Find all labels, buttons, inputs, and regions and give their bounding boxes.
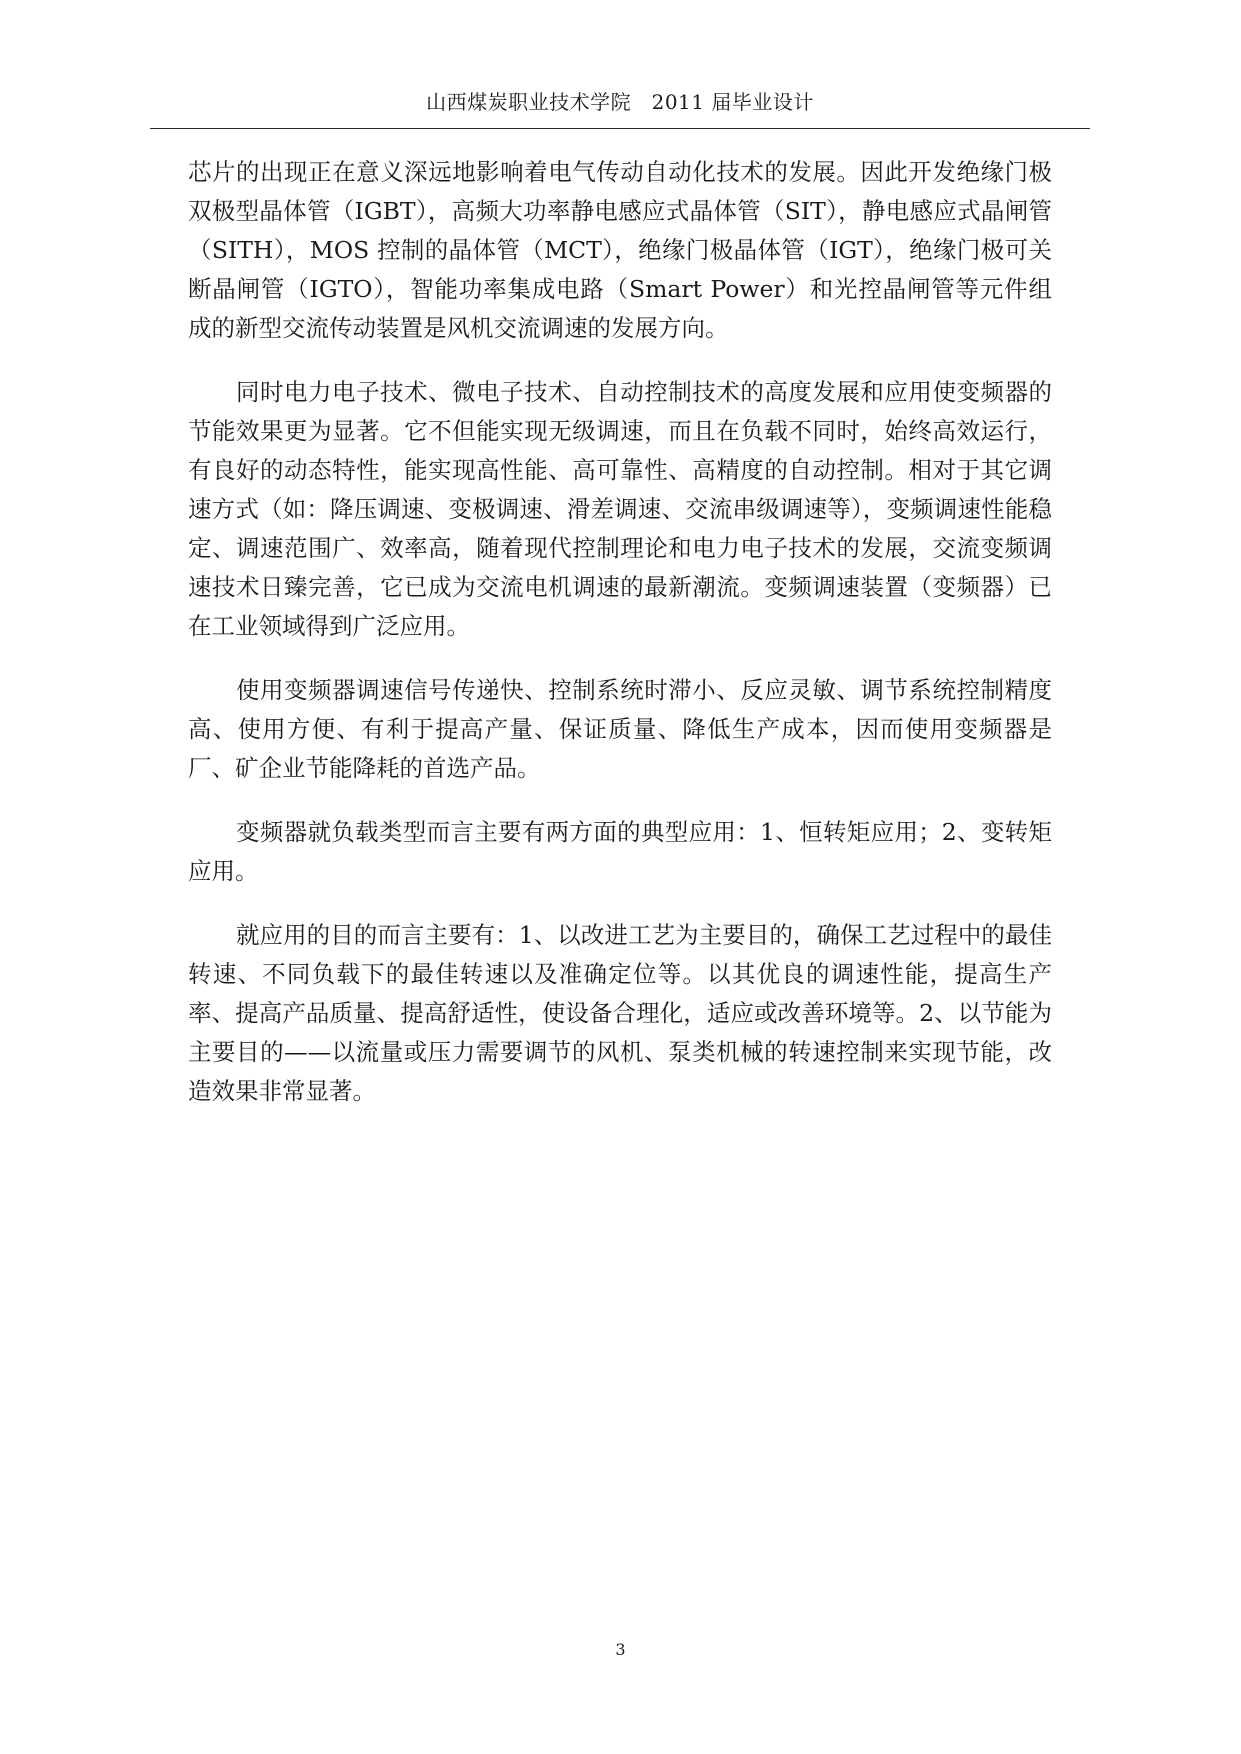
paragraph-1: 芯片的出现正在意义深远地影响着电气传动自动化技术的发展。因此开发绝缘门极双极型晶体管（IGBT），高频大功率静电感应式晶体管（SIT），静电感应式晶闸管（SITH），MOS 控制的晶体管（MCT），绝缘门极晶体管（IGT），绝缘门极可关断晶闸管（IGTO），智能功率集成电路（Smart Power）和光控晶闸管等元件组成的新型交流传动装置是风机交流调速的发展方向。 bbox=[188, 158, 1052, 342]
page-body bbox=[188, 153, 1052, 1136]
paragraph-5: 就应用的目的而言主要有：1、以改进工艺为主要目的，确保工艺过程中的最佳转速、不同负载下的最佳转速以及准确定位等。以其优良的调速性能，提高生产率、提高产品质量、提高舒适性，使设备合理化，适应或改善环境等。2、以节能为主要目的——以流量或压力需要调节的风机、泵类机械的转速控制来实现节能，改造效果非常显著。 bbox=[188, 921, 1052, 1105]
page-header: 山西煤炭职业技术学院 2011 届毕业设计 bbox=[426, 90, 814, 114]
paragraph-2: 同时电力电子技术、微电子技术、自动控制技术的高度发展和应用使变频器的节能效果更为显著。它不但能实现无级调速，而且在负载不同时，始终高效运行，有良好的动态特性，能实现高性能、高可靠性、高精度的自动控制。相对于其它调速方式（如：降压调速、变极调速、滑差调速、交流串级调速等），变频调速性能稳定、调速范围广、效率高，随着现代控制理论和电力电子技术的发展，交流变频调速技术日臻完善，它已成为交流电机调速的最新潮流。变频调速装置（变频器）已在工业领域得到广泛应用。 bbox=[188, 378, 1052, 640]
paragraph-3: 使用变频器调速信号传递快、控制系统时滞小、反应灵敏、调节系统控制精度高、使用方便、有利于提高产量、保证质量、降低生产成本，因而使用变频器是厂、矿企业节能降耗的首选产品。 bbox=[188, 676, 1052, 782]
page-number: 3 bbox=[615, 1640, 626, 1659]
paragraph-4: 变频器就负载类型而言主要有两方面的典型应用：1、恒转矩应用；2、变转矩应用。 bbox=[188, 818, 1052, 885]
header-divider bbox=[150, 128, 1090, 129]
